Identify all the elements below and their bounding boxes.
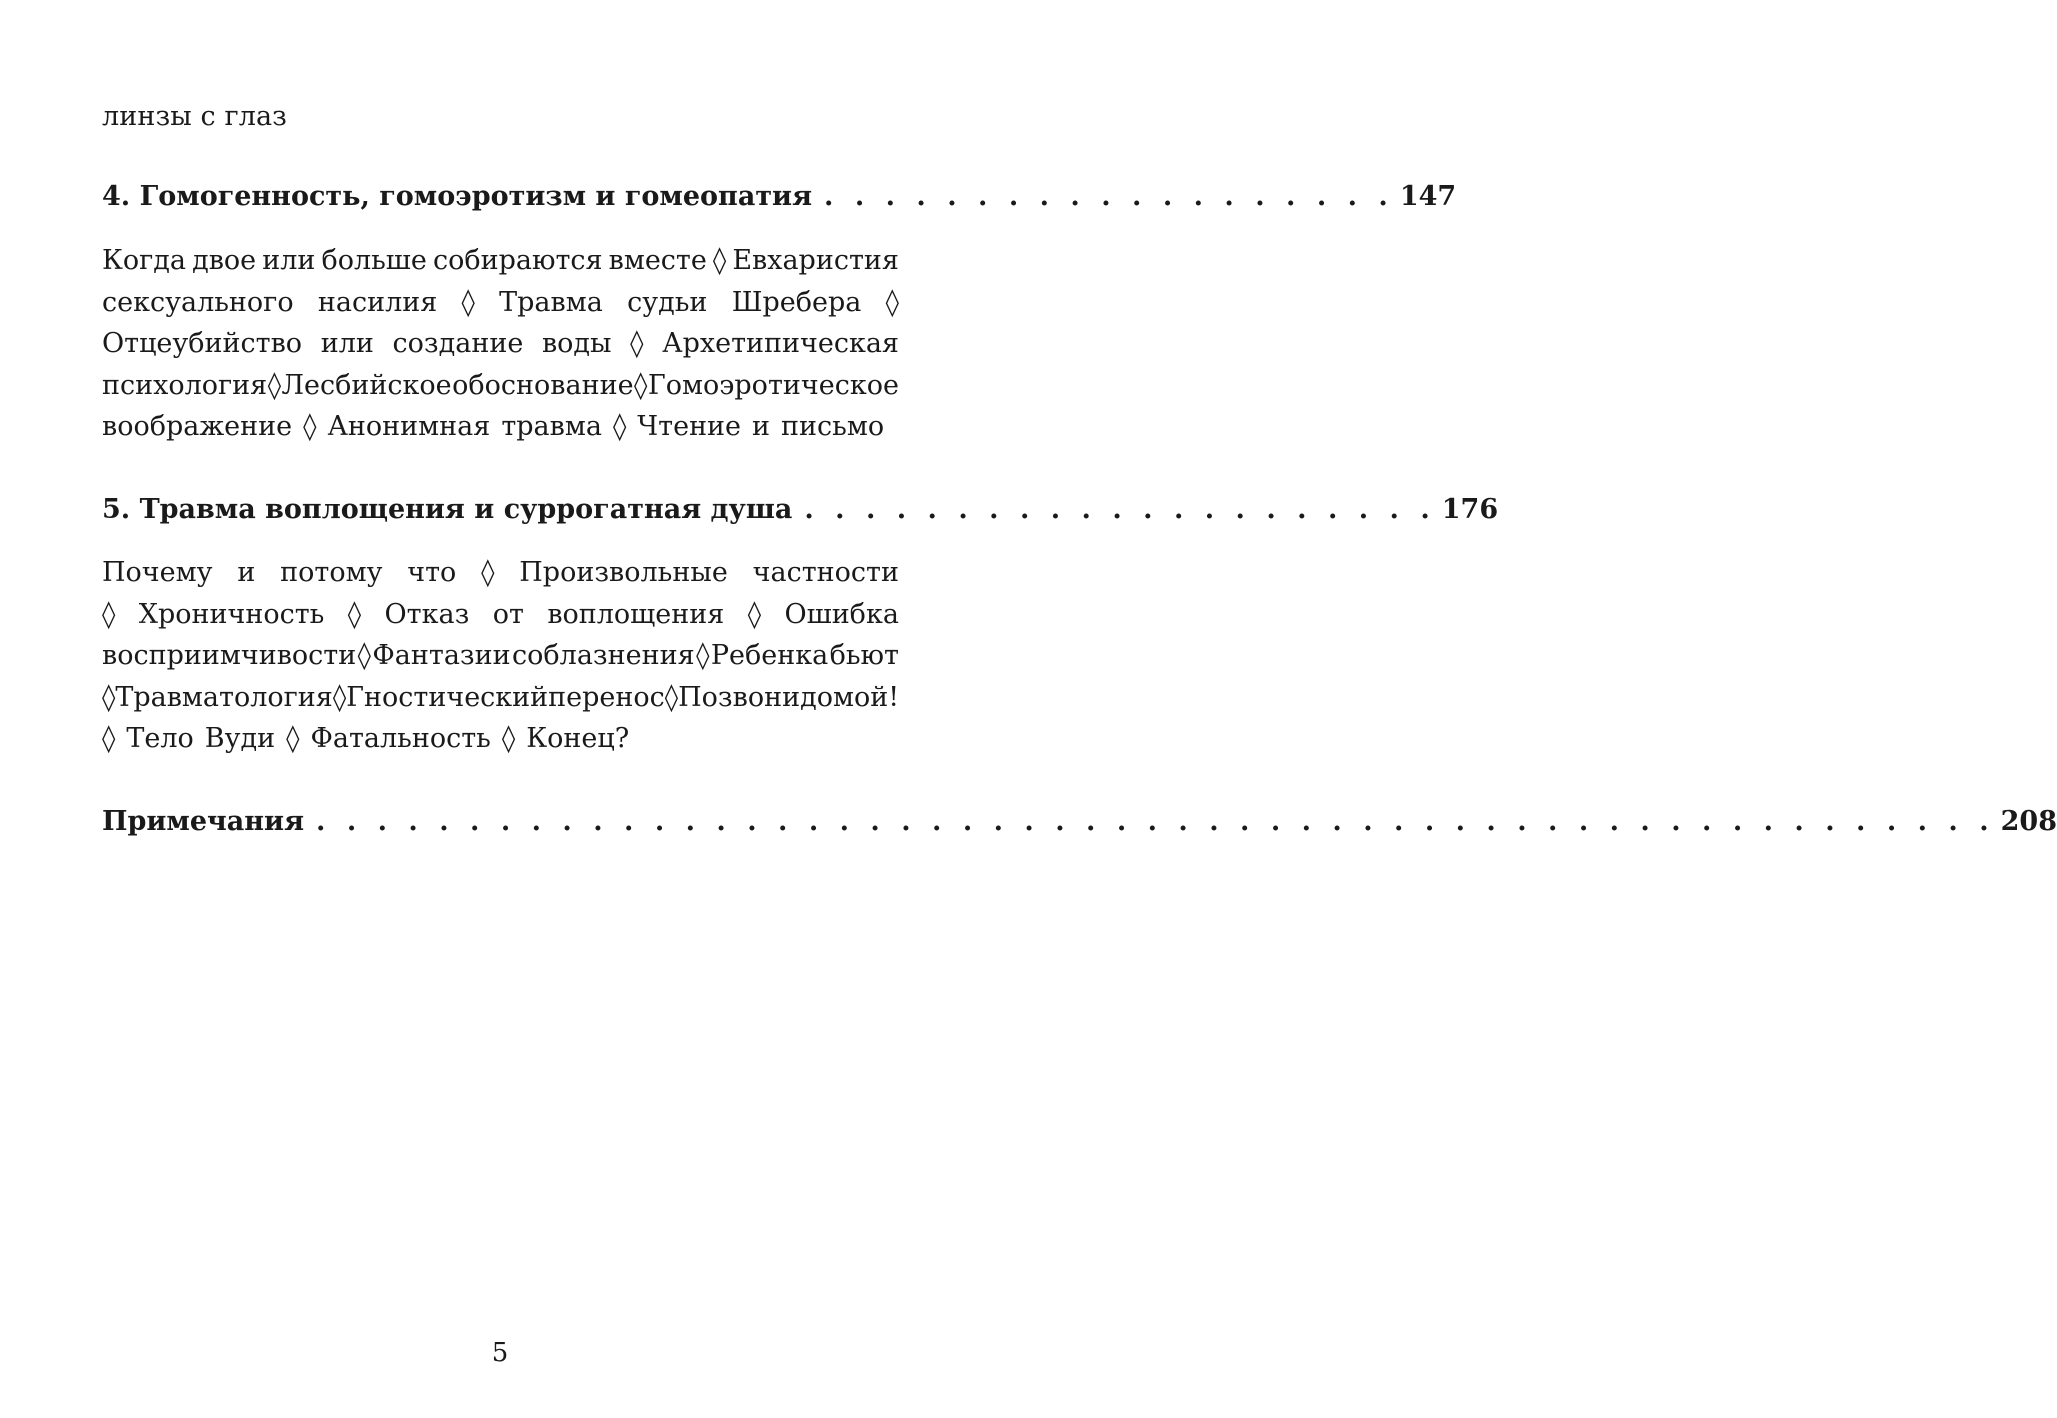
subsection-word: Анонимная (327, 411, 491, 443)
subsection-word: сексуального (102, 286, 294, 318)
subsection-word: Травматология (115, 681, 333, 713)
subsection-word: потому (280, 557, 383, 588)
lozenge-separator-icon: ◊ (347, 598, 362, 630)
subsection-line (102, 635, 899, 677)
subsection-word: Хроничность (138, 598, 325, 630)
subsection-word: Евхаристия (732, 245, 899, 276)
subsection-word: или (320, 328, 374, 360)
subsection-word: двое (192, 245, 257, 276)
subsection-word: Архетипическая (662, 328, 899, 360)
subsection-word: Отказ (384, 598, 470, 630)
subsection-word: от (492, 598, 524, 630)
subsection-line (102, 552, 899, 594)
subsection-word: восприимчивости (102, 640, 357, 672)
subsection-word: Вуди (204, 723, 276, 755)
subsection-word: Травма (499, 286, 603, 318)
chapter-4-leader: . . . . . . . . . . . . . . . . . . . (824, 181, 1394, 212)
lozenge-separator-icon: ◊ (102, 723, 116, 755)
subsection-word: домой! (800, 681, 900, 713)
subsection-word: соблазнения (512, 640, 695, 672)
subsection-line (102, 240, 899, 282)
subsection-line (102, 594, 899, 636)
subsection-word: Конец? (526, 723, 630, 755)
toc-entry-notes[interactable] (102, 802, 2057, 842)
subsection-word: Когда (102, 245, 187, 276)
chapter-5-title: 5. Травма воплощения и суррогатная душа (102, 494, 793, 525)
subsection-word: Произвольные (519, 557, 728, 588)
lozenge-separator-icon: ◊ (612, 411, 627, 443)
page-number: 5 (491, 1338, 509, 1368)
lozenge-separator-icon: ◊ (630, 328, 644, 360)
subsection-word: воды (541, 328, 612, 360)
subsection-word: Почему (102, 557, 213, 588)
subsection-word: Чтение (637, 411, 742, 443)
lozenge-separator-icon: ◊ (481, 557, 495, 588)
lozenge-separator-icon: ◊ (634, 369, 648, 401)
subsection-word: Ребенка (710, 640, 829, 672)
subsection-word: создание (392, 328, 524, 360)
subsection-word: Ошибка (784, 598, 899, 630)
lozenge-separator-icon: ◊ (267, 369, 282, 401)
subsection-word: Гностический (346, 681, 549, 713)
subsection-word: судьи (627, 286, 708, 318)
subsection-word: Фантазии (372, 640, 511, 672)
chapter-5-leader: . . . . . . . . . . . . . . . . . . . . . (804, 494, 1436, 525)
chapter-5-page: 176 (1441, 494, 1499, 525)
lozenge-separator-icon: ◊ (664, 681, 679, 713)
subsection-word: перенос (548, 681, 665, 713)
toc-entry-chapter-4[interactable] (102, 177, 1457, 217)
lozenge-separator-icon: ◊ (102, 598, 116, 630)
subsection-line (102, 406, 899, 448)
notes-page: 208 (2000, 806, 2057, 837)
subsection-word: собираются (432, 245, 603, 276)
subsection-word: и (752, 411, 771, 443)
lozenge-separator-icon: ◊ (747, 598, 762, 630)
toc-page (102, 0, 2057, 1418)
continuation-text: линзы с глаз (102, 101, 287, 132)
subsection-word: психология (102, 369, 268, 401)
chapter-4-title: 4. Гомогенность, гомоэротизм и гомеопатия (102, 181, 813, 212)
subsection-word: Фатальность (310, 723, 491, 755)
subsection-word: и (237, 557, 256, 588)
subsection-word: письмо (781, 411, 885, 443)
chapter-4-subsections (102, 240, 899, 448)
subsection-word: что (407, 557, 457, 588)
lozenge-separator-icon: ◊ (332, 681, 347, 713)
subsection-word: обоснование (452, 369, 634, 401)
notes-leader: . . . . . . . . . . . . . . . . . . . . . . . . . . . . . . . . . . . . . . . . . . . . . . . . . . . . . . . (316, 806, 1995, 837)
lozenge-separator-icon: ◊ (357, 640, 371, 672)
subsection-word: частности (752, 557, 899, 588)
subsection-word: Гомоэротическое (647, 369, 899, 401)
lozenge-separator-icon: ◊ (303, 411, 317, 443)
subsection-word: насилия (317, 286, 438, 318)
lozenge-separator-icon: ◊ (712, 245, 727, 276)
subsection-word: Лесбийское (281, 369, 452, 401)
lozenge-separator-icon: ◊ (286, 723, 300, 755)
subsection-word: или (262, 245, 316, 276)
subsection-line (102, 365, 899, 407)
subsection-word: бьют (829, 640, 899, 672)
lozenge-separator-icon: ◊ (501, 723, 516, 755)
notes-title: Примечания (102, 806, 305, 837)
subsection-line (102, 677, 899, 719)
toc-entry-chapter-5[interactable] (102, 490, 1499, 530)
subsection-word: воображение (102, 411, 293, 443)
lozenge-separator-icon: ◊ (461, 286, 475, 318)
lozenge-separator-icon: ◊ (885, 286, 899, 318)
subsection-word: больше (321, 245, 427, 276)
subsection-line (102, 323, 899, 365)
subsection-line (102, 282, 899, 324)
subsection-word: Шребера (731, 286, 862, 318)
subsection-word: Тело (126, 723, 194, 755)
lozenge-separator-icon: ◊ (102, 681, 116, 713)
lozenge-separator-icon: ◊ (696, 640, 710, 672)
chapter-5-subsections (102, 552, 899, 760)
subsection-word: Отцеубийство (102, 328, 303, 360)
subsection-word: вместе (608, 245, 707, 276)
subsection-word: Позвони (678, 681, 801, 713)
chapter-4-page: 147 (1399, 181, 1457, 212)
subsection-word: воплощения (547, 598, 725, 630)
subsection-line (102, 718, 899, 760)
subsection-word: травма (501, 411, 602, 443)
